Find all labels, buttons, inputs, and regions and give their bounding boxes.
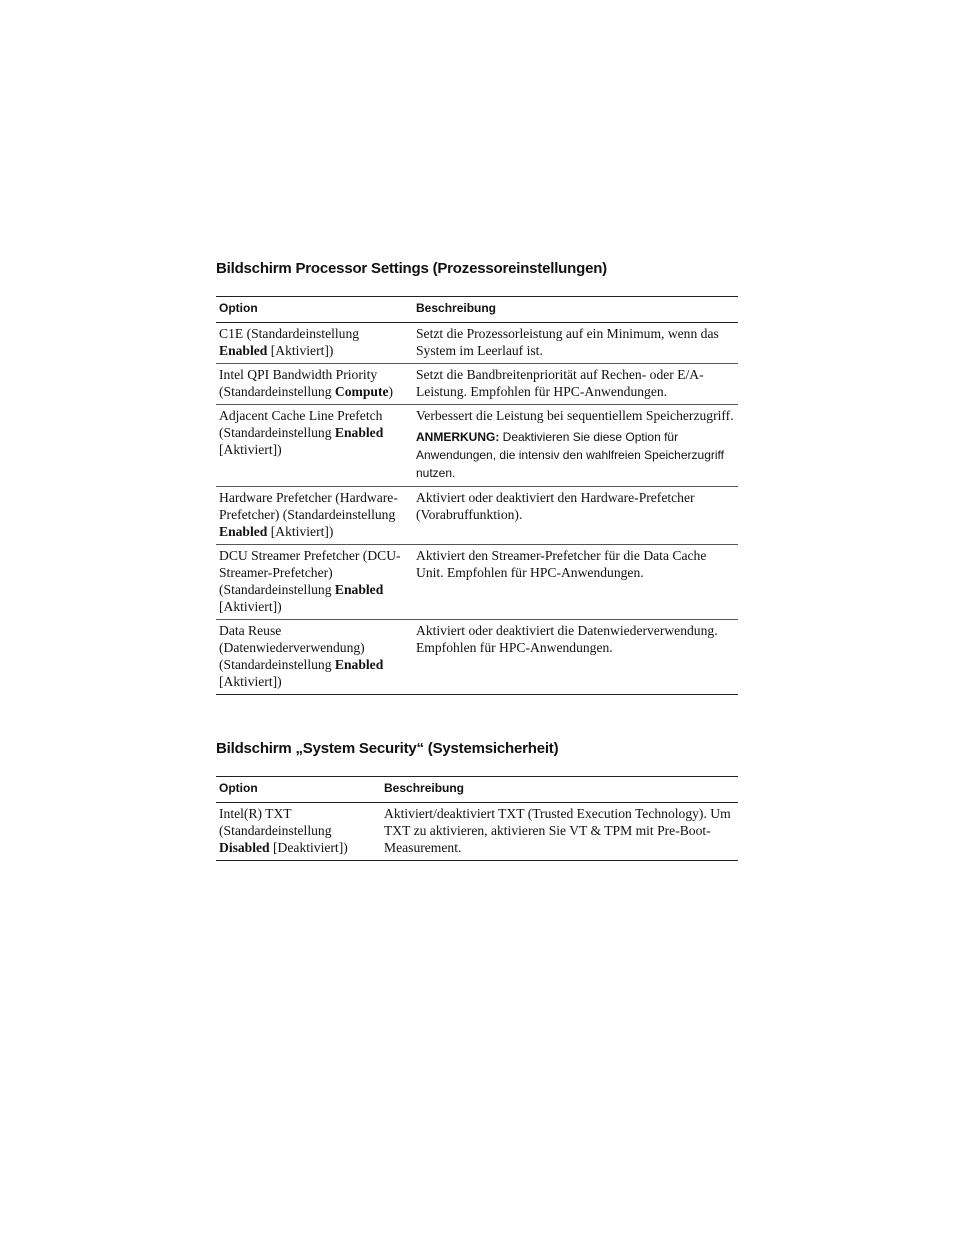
description-cell: Aktiviert den Streamer-Prefetcher für die Data Cache Unit. Empfohlen für HPC-Anwendungen.	[413, 545, 738, 620]
description-cell: Setzt die Bandbreitenpriorität auf Rechen- oder E/A-Leistung. Empfohlen für HPC-Anwendungen.	[413, 364, 738, 405]
table-header-row	[216, 297, 738, 323]
column-header-description: Beschreibung	[413, 297, 738, 323]
option-default-value: Compute	[334, 384, 389, 399]
option-text-suffix: [Aktiviert])	[270, 343, 334, 358]
description-cell: Aktiviert oder deaktiviert die Datenwiederverwendung. Empfohlen für HPC-Anwendungen.	[413, 620, 738, 695]
option-cell	[216, 620, 413, 695]
option-default-value: Enabled	[219, 524, 268, 539]
description-cell: Setzt die Prozessorleistung auf ein Minimum, wenn das System im Leerlauf ist.	[413, 323, 738, 364]
system-security-heading: Bildschirm „System Security“ (Systemsicherheit)	[216, 740, 559, 757]
option-cell	[216, 405, 413, 487]
option-text: Intel QPI Bandwidth Priority (Standardeinstellung	[219, 367, 378, 399]
note-block	[416, 428, 735, 482]
table-row-c1e	[216, 323, 738, 364]
option-text-suffix: [Aktiviert])	[219, 442, 282, 457]
table-row-dcu-streamer	[216, 545, 738, 620]
note-text: Deaktivieren Sie diese Option für Anwendungen, die intensiv den wahlfreien Speicherzugriff nutzen.	[416, 430, 724, 480]
table-row-qpi-bandwidth	[216, 364, 738, 405]
option-text-suffix: [Deaktiviert])	[273, 840, 348, 855]
table-header-row	[216, 777, 738, 803]
option-cell	[216, 323, 413, 364]
column-header-description: Beschreibung	[381, 777, 738, 803]
table-row-intel-txt	[216, 803, 738, 861]
description-text: Verbessert die Leistung bei sequentiellem Speicherzugriff.	[416, 408, 734, 423]
description-cell	[413, 405, 738, 487]
note-label: ANMERKUNG:	[416, 430, 500, 444]
option-text: Intel(R) TXT (Standardeinstellung	[219, 806, 332, 838]
column-header-option: Option	[216, 777, 381, 803]
option-text-suffix: [Aktiviert])	[219, 599, 282, 614]
processor-settings-table	[216, 296, 738, 695]
option-cell	[216, 545, 413, 620]
option-default-value: Enabled	[334, 657, 384, 672]
option-text: Data Reuse (Datenwiederverwendung) (Standardeinstellung	[219, 623, 365, 672]
option-text-suffix: [Aktiviert])	[219, 674, 282, 689]
system-security-table	[216, 776, 738, 861]
option-text: Adjacent Cache Line Prefetch (Standardeinstellung	[219, 408, 383, 440]
option-default-value: Disabled	[219, 840, 270, 855]
option-text-suffix: )	[388, 384, 394, 399]
option-text: Hardware Prefetcher (Hardware-Prefetcher) (Standardeinstellung	[219, 490, 398, 522]
table-row-adjacent-cache-line	[216, 405, 738, 487]
table-row-data-reuse	[216, 620, 738, 695]
option-default-value: Enabled	[334, 425, 384, 440]
option-cell	[216, 487, 413, 545]
processor-settings-heading: Bildschirm Processor Settings (Prozessoreinstellungen)	[216, 260, 607, 277]
option-cell	[216, 364, 413, 405]
option-default-value: Enabled	[334, 582, 384, 597]
option-text: C1E (Standardeinstellung	[219, 326, 360, 341]
option-text: DCU Streamer Prefetcher (DCU-Streamer-Prefetcher) (Standardeinstellung	[219, 548, 401, 597]
option-default-value: Enabled	[219, 343, 268, 358]
column-header-option: Option	[216, 297, 413, 323]
description-cell: Aktiviert/deaktiviert TXT (Trusted Execution Technology). Um TXT zu aktivieren, aktivieren Sie VT & TPM mit Pre-Boot-Measurement.	[381, 803, 738, 861]
option-text-suffix: [Aktiviert])	[270, 524, 334, 539]
description-cell: Aktiviert oder deaktiviert den Hardware-Prefetcher (Vorabruffunktion).	[413, 487, 738, 545]
table-row-hardware-prefetcher	[216, 487, 738, 545]
option-cell	[216, 803, 381, 861]
